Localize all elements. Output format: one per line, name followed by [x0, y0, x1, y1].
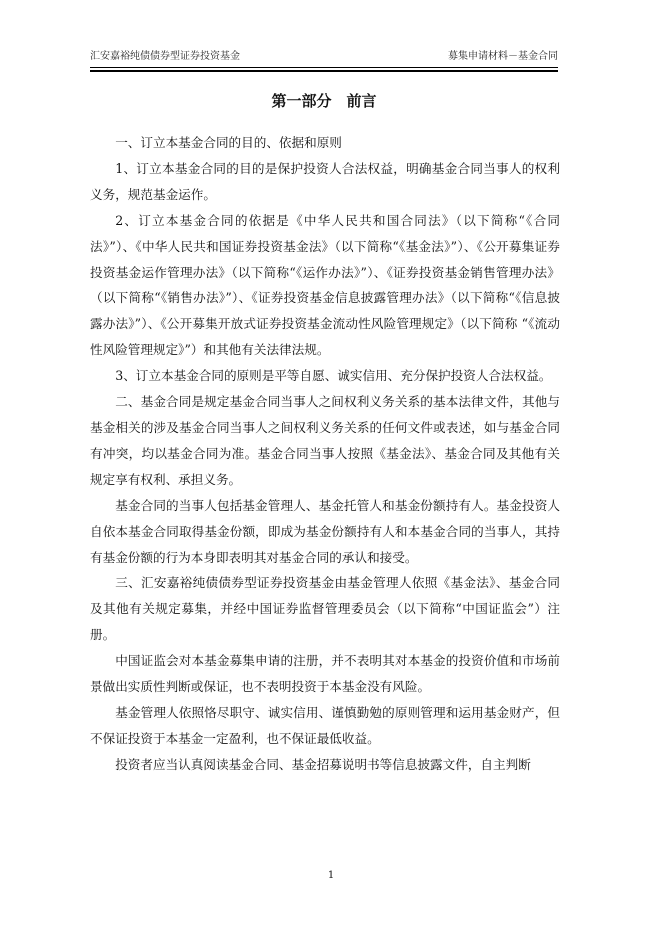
paragraph: 3、订立本基金合同的原则是平等自愿、诚实信用、充分保护投资人合法权益。	[115, 368, 552, 384]
body-text	[90, 130, 560, 778]
section-title: 第一部分 前言	[271, 92, 377, 110]
header-rule-thin	[90, 67, 558, 68]
paragraph: 1、订立本基金合同的目的是保护投资人合法权益，明确基金合同当事人的权利义务，规范基金运作。	[90, 160, 560, 202]
paragraph: 中国证监会对本基金募集申请的注册，并不表明其对本基金的投资价值和市场前景做出实质性判断或保证，也不表明投资于本基金没有风险。	[90, 653, 560, 695]
paragraph: 投资者应当认真阅读基金合同、基金招募说明书等信息披露文件，自主判断	[115, 756, 531, 772]
paragraph: 2、订立本基金合同的依据是《中华人民共和国合同法》（以下简称“《合同法》”）、《中华人民共和国证券投资基金法》（以下简称“《基金法》”）、《公开募集证券投资基金运作管理办法》（以下简称“《运作办法》”）、《证券投资基金销售管理办法》（以下简称“《销售办法》”）、《证券投资基金信息披露管理办法》（以下简称“《信息披露办法》”）、《公开募集开放式证券投资基金流动性风险管理规定》（以下简称 “《流动性风险管理规定》”）和其他有关法律法规。	[90, 212, 560, 358]
header-section-name: 募集申请材料－基金合同	[448, 51, 558, 62]
paragraph: 二、基金合同是规定基金合同当事人之间权利义务关系的基本法律文件，其他与基金相关的涉及基金合同当事人之间权利义务关系的任何文件或表述，如与基金合同有冲突，均以基金合同为准。基金合同当事人按照《基金法》、基金合同及其他有关规定享有权利、承担义务。	[90, 394, 560, 487]
paragraph: 三、汇安嘉裕纯债债券型证券投资基金由基金管理人依照《基金法》、基金合同及其他有关规定募集，并经中国证券监督管理委员会（以下简称“中国证监会”）注册。	[90, 575, 560, 643]
page-number: 1	[327, 870, 335, 881]
paragraph: 一、订立本基金合同的目的、依据和原则	[115, 135, 342, 150]
header-rule-thick	[90, 70, 558, 72]
paragraph: 基金合同的当事人包括基金管理人、基金托管人和基金份额持有人。基金投资人自依本基金合同取得基金份额，即成为基金份额持有人和本基金合同的当事人，其持有基金份额的行为本身即表明其对基金合同的承认和接受。	[90, 497, 560, 565]
header-fund-name: 汇安嘉裕纯债债券型证券投资基金	[90, 51, 240, 62]
paragraph: 基金管理人依照恪尽职守、诚实信用、谨慎勤勉的原则管理和运用基金财产，但不保证投资于本基金一定盈利，也不保证最低收益。	[90, 704, 560, 746]
